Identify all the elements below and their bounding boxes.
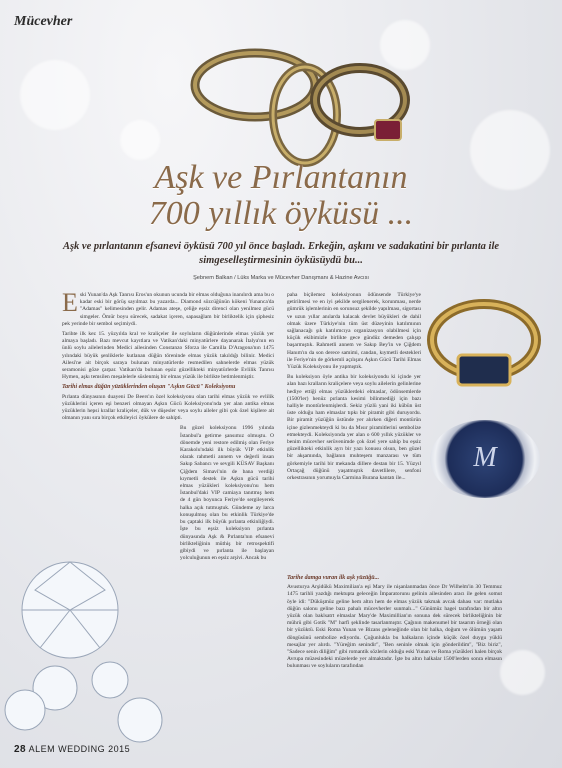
bokeh-light — [20, 60, 90, 130]
subheading: Tarihi elmas düğün yüzüklerinden oluşan "Aşkın Gücü" Koleksiyonu — [62, 384, 236, 391]
gold-ring-image — [420, 285, 548, 395]
diamonds-image — [0, 560, 175, 745]
article-column-2 — [287, 292, 421, 485]
antique-rings-image — [170, 30, 440, 170]
brooch-image: M — [430, 420, 540, 498]
article-column-3 — [287, 572, 502, 674]
headline-line-1: Aşk ve Pırlantanın — [154, 159, 408, 196]
drop-cap: E — [62, 288, 78, 317]
paragraph: Tarihte ilk kez 15. yüzyılda kral ve kraliçeler ile soyluların düğünlerinde elmas yüzük yer almaya başladı. Bazı mevcut kayıtlara ve Vatikan'daki minyatürlere dayanarak İtalya'nın en ünlü soylu ailelerinden Medici ailesinden Constanzo Sforza ile Camilla D'Aragona'nın 1475 yılındaki büyük şenliklerle kutlanan düğün töreninde elmas yüzük takıldığı bilinir. Medici Ailesi'ne ait birçok saraya bulunan minyatürlerde resmedilen sahnelerde elmas yüzük seramonisi göze çarpar. Vatikan'da bulunan eşsiz güzellikteki minyatürlerde Evlilik Tanrısı Hymen, aşkı temsilen meşalelerle süslenmiş bir elmas yüzük ile birlikte betimlenmiştir. — [62, 331, 274, 381]
paragraph: Pırlanta dünyasının duayeni De Beers'ın özel koleksiyonu olan tarihi elmas yüzük ve evlilik yüzüklerini içeren eşi benzeri olmayan Aşkın Gücü Koleksiyonu'nda yer alan antika elmas yüzüklerin hepsi krallar kraliçeler, dük ve düşesler veya soylu aileler gibi çok özel kişilere ait olmanın yanı sıra birçok etkileyici öykülere de sahipti. — [62, 393, 274, 422]
bokeh-light — [500, 650, 545, 695]
headline-line-2: 700 yıllık öyküsü ... — [148, 195, 414, 232]
paragraph: Bu güzel koleksiyonu 1996 yılında İstanbul'a getirme şansımız olmuştu. O dönemde yeni restore edilmiş olan Feriye Karakolu'ndaki ilk büyük VIP etkinlik olarak rahmetli annem ve değerli insan Sakıp Sabancı ve sevgili KÜSAV Başkanı Çiğdem Simavi'nin de bana verdiği kıymetli destek ile Aşkın gücü tarihi elmas yüzükleri koleksiyonu'nu hem İstanbul'daki VIP camiaya tanıtmış hem de 4 gün boyunca Feriye'de sergileyerek halka açık tutmuştuk. Gündeme ay larca konuşulmuş olan bu etkinlik Türkiye'de bu çaptaki ilk büyük pırlanta etkinliğiydi. İşte bu eşsiz koleksiyon pırlanta dünyasında Aşk & Pırlanta'nın efsanevi birlikteliğinin müthiş bir retrospektifi gibiydi ve pırlanta ile başlayan yolculuğunun en eşsiz arşivi. Ancak bu — [180, 425, 274, 562]
page-number: 28 — [14, 744, 27, 755]
paragraph: Bu koleksiyon öyle antika bir koleksiyondu ki içinde yer alan bazı kralların kraliçelere veya soylu ailelerin gelinlerine hediye ettiği elmas yüzüklerdeki elmaslar, ödönsemlerde (1500'ler) henüz pırlanta kesimi bilinmediği için bazı halliyle montürlenmişlerdi. Sekiz yüzlü yani iki kübün üst üste olduğu ham elmaslar tıpkı bir piramit gibi duruyordu. Bir piramit yüzüğün üstünde yer alırken diğeri montürün içine gizlenmekteydi ki bu da Mısır piramitlerini sembolize etmekteydi. Koleksiyonda yer alan o 600 yıllık yüzükler ve benim mücevher serüvenimde çok özel yere sahip bu eşsiz güzellikteki etkinlik ayrı bir yazı konusu olsun, ben güzel bir akşamında, bağlanın muhteşem manzarası ve tüm görkemiyle tarihi bir mekanda dillere destan bir 15. Yüzyıl Ortaçağ düğünü yaşatmıştık davetlilere, senfoni orkestrasının yorumuyla Carmina Burana kantatı ile... — [287, 374, 421, 482]
bokeh-light — [120, 120, 160, 160]
subheading: Tarihe damga vuran ilk aşk yüzüğü... — [287, 575, 380, 581]
section-label: Mücevher — [14, 14, 73, 29]
page-footer — [14, 744, 130, 755]
paragraph: paha biçilemez koleksiyonun ödünsende Türkiye'ye getirilmesi ve en iyi şekilde sergilenerek, korunması, nerde gümrük işlemlerinin en sorunsuz şekilde yapılması, sigortası ve uzun yıllar anılarda kalacak devlet büyükleri de dahil olmak üzere Türkiye'nin tüm üst düzeyinin katılımının sağlanacağı şık katılımcıya organizasyon olabilmesi için küçük ekibimizle birlikte gece gündüz demeden çalışıp başarmıştık. Rahmetli annem ve Sakıp Bey'in ve Çiğdem Hanım'ın da son derece samimi, candan, kıymetli destekleri ile Feriye'nin de görkemli açılışını Aşkın Gücü Tarihi Elmas Yüzük Koleksiyonu ile yapmıştık. — [287, 292, 421, 371]
byline: Şebnem Balkan / Lüks Marka ve Mücevher Danışmanı & Hazine Avcısı — [193, 275, 369, 281]
paragraph: Eski Yunan'da Aşk Tanrısı Eros'un okunun ucunda bir elmas olduğuna inanılırdı ama bu o kadar eski bir görüş sayılmaz bu yazarda... Diamond sözcüğünün kökeni Yunanca'da "Adamas" kelimesinden gelir. Adamas ateşe, çeliğe eşsiz direnci olan yenilmez gücü simgeler. Ömür boyu sürecek, sadakat içeren, sapasağlam bir birliktelik için şiphesiz pek yerinde bir sembol seçimiydi. — [62, 288, 274, 327]
lead-paragraph: Aşk ve pırlantanın efsanevi öyküsü 700 yıl önce başladı. Erkeğin, aşkını ve sadakatini bir pırlanta ile simgeselleştirmesinin öyküsüydü bu... — [62, 241, 500, 266]
paragraph: Avusturya Arşidükü Maximilian'a eşi Mary ile nişanlanmadan önce Dr Wilhelm'in 30 Temmuz 1475 tarihli yazdığı mektupta geleceğin İmparatorunu gelinin ailesinden aracı ile gelen somut öyle idi: "Düküşmüz geline hem altın hem de elmas yüzük takmak avcak dahası var: mutlaka düğün salonu geline bazı pahalı mücevherler sunmalı..." Günümüz hagei tarafından bir altın yüzük olan baklsatrt elmaslar Mary'de Maximillian'ın sonuna dek sürecek birlikteliğinin bir mührü gibi Gotik "M" harfi şeklinde tasarlanmıştır. Çağının makenumel bir tasarım örneği olan bir yüzüktü. Eski Roma Yunan ve Bizans geleneğinde olan bir halka, doğum ve ölümün yaşam döngüsünü sembolize ediyordu. Çoğunlukla bu halkaların içinde küçük özel duygu yüklü mesajlar yer alırdı. "Yüreğim senindir", "Ben seninle olmak için gönderildim", "Biz biriz", "Sadece senin diliğim" gibi romantik sözlerin olduğu eski Yunan ve Roma yüzükleri halen birçok Avrupa müzesindeki müzelerde yer almaktadır. İşte bu altın halkalar 1500'lerden sonra elmasın bulunması ve soyluların tarafından — [287, 584, 502, 670]
magazine-name: ALEM WEDDING 2015 — [28, 744, 131, 754]
article-column-1 — [62, 288, 274, 565]
